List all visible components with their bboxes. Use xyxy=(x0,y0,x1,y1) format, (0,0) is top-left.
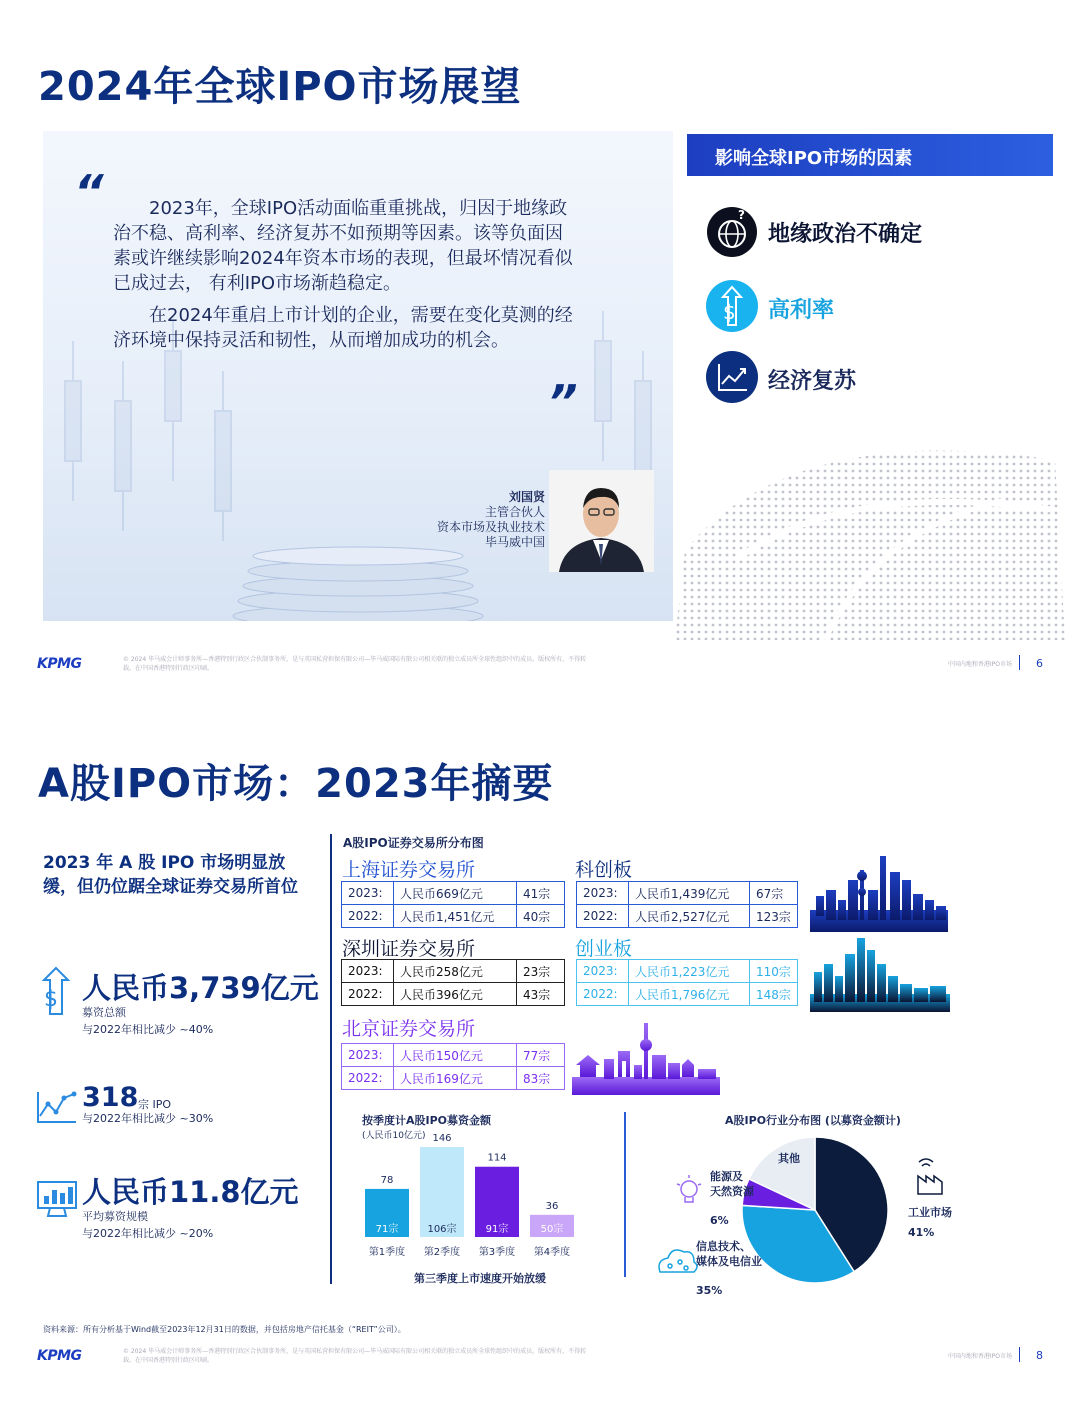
table-row xyxy=(577,983,798,1006)
speaker-portrait xyxy=(549,470,654,572)
table-cell: 2023: xyxy=(577,960,629,983)
coin-stack-image xyxy=(193,541,523,621)
quote-paragraph: 2023年，全球IPO活动面临重重挑战，归因于地缘政治不稳、高利率、经济复苏不如预期等因素。该等负面因素或许继续影响2024年资本市场的表现，但最坏情况看似已成过去， 有利IPO市场渐趋稳定。 xyxy=(113,198,573,294)
table-cell: 2023: xyxy=(342,1044,394,1067)
speaker-department: 资本市场及执业技术 xyxy=(436,520,545,534)
factor-geopolitics xyxy=(705,203,1045,259)
summary-intro: 2023 年 A 股 IPO 市场明显放缓，但仍位踞全球证券交易所首位 xyxy=(43,853,298,897)
industry-distribution-pie-chart xyxy=(650,1112,1010,1297)
page-number: 6 xyxy=(1036,657,1043,670)
factor-label: 地缘政治不确定 xyxy=(768,222,923,247)
table-row xyxy=(577,882,798,905)
exchange-name-shenzhen: 深圳证券交易所 xyxy=(342,938,476,960)
kpi-change: 与2022年相比减少 ~20% xyxy=(82,1227,214,1240)
quarterly-ipo-bar-chart xyxy=(360,1112,600,1287)
kpi-label: 平均募资规模 xyxy=(82,1210,148,1223)
bar-count-label: 106宗 xyxy=(427,1224,457,1235)
exchange-table-shenzhen xyxy=(341,959,565,1006)
chart-title: A股IPO行业分布图 (以募资金额计) xyxy=(725,1114,901,1127)
data-source-note: 资料来源：所有分析基于Wind截至2023年12月31日的数据，并包括房地产信托基金（“REIT”公司）。 xyxy=(43,1325,406,1334)
table-cell: 人民币150亿元 xyxy=(394,1044,517,1067)
table-cell: 43宗 xyxy=(517,983,565,1006)
table-row xyxy=(342,1067,565,1090)
bar-count-label: 91宗 xyxy=(485,1224,509,1235)
table-row xyxy=(342,882,565,905)
shanghai-skyline-image xyxy=(810,850,948,932)
slide-global-ipo-outlook xyxy=(0,0,1080,690)
slice-label: 能源及天然资源 xyxy=(710,1170,754,1198)
factor-label: 高利率 xyxy=(768,298,835,323)
kpmg-logo: KPMG xyxy=(37,656,82,672)
beijing-skyline-image xyxy=(572,1015,720,1095)
svg-text:?: ? xyxy=(738,208,745,222)
kpi-value: 318 xyxy=(82,1082,139,1113)
speaker-role: 主管合伙人 xyxy=(484,505,545,519)
table-cell: 2022: xyxy=(577,905,629,928)
speaker-credit xyxy=(395,490,545,550)
bar-value-label: 78 xyxy=(380,1174,394,1186)
slice-percent-label: 35% xyxy=(696,1284,723,1297)
cloud-network-icon xyxy=(659,1250,697,1272)
page-footer xyxy=(0,1344,1080,1374)
table-cell: 人民币258亿元 xyxy=(394,960,517,983)
kpmg-logo: KPMG xyxy=(37,1348,82,1364)
table-cell: 人民币169亿元 xyxy=(394,1067,517,1090)
table-cell: 40宗 xyxy=(517,905,565,928)
page-number: 8 xyxy=(1036,1349,1043,1362)
kpi-change: 与2022年相比减少 ~30% xyxy=(82,1112,214,1125)
table-cell: 23宗 xyxy=(517,960,565,983)
table-cell: 2023: xyxy=(342,960,394,983)
table-cell: 2022: xyxy=(342,983,394,1006)
slide-a-share-summary xyxy=(0,712,1080,1424)
table-cell: 人民币1,451亿元 xyxy=(394,905,517,928)
close-quote-mark: ” xyxy=(548,375,578,429)
exchange-name-beijing: 北京证券交易所 xyxy=(342,1018,476,1040)
bar-count-label: 50宗 xyxy=(540,1224,564,1235)
open-quote-mark: “ xyxy=(74,165,104,219)
category-tick-label: 第4季度 xyxy=(533,1247,571,1258)
kpi-unit: 宗 IPO xyxy=(138,1098,172,1111)
kpi-value: 人民币3,739亿元 xyxy=(82,971,319,1005)
exchange-name-chinext: 创业板 xyxy=(575,938,633,960)
table-cell: 77宗 xyxy=(517,1044,565,1067)
category-tick-label: 第1季度 xyxy=(368,1247,406,1258)
bar-value-label: 114 xyxy=(487,1152,507,1164)
footer-divider xyxy=(1019,655,1020,670)
exchange-table-beijing xyxy=(341,1043,565,1090)
bar-value-label: 36 xyxy=(545,1200,559,1212)
table-cell: 41宗 xyxy=(517,882,565,905)
table-cell: 110宗 xyxy=(750,960,798,983)
speaker-name: 刘国贤 xyxy=(508,490,545,504)
table-row xyxy=(342,960,565,983)
factor-high-interest xyxy=(705,279,1045,335)
table-cell: 人民币2,527亿元 xyxy=(629,905,750,928)
globe-question-icon xyxy=(705,203,759,257)
table-cell: 人民币1,796亿元 xyxy=(629,983,750,1006)
category-tick-label: 第3季度 xyxy=(478,1247,516,1258)
factory-icon xyxy=(918,1159,942,1194)
kpi-change: 与2022年相比减少 ~40% xyxy=(82,1023,214,1036)
footer-section-label: 中国内地和香港IPO市场 xyxy=(947,1353,1012,1360)
table-cell: 2023: xyxy=(342,882,394,905)
table-row xyxy=(342,983,565,1006)
table-cell: 人民币1,439亿元 xyxy=(629,882,750,905)
table-cell: 67宗 xyxy=(750,882,798,905)
table-row xyxy=(577,905,798,928)
table-row xyxy=(342,1044,565,1067)
table-cell: 2022: xyxy=(342,905,394,928)
dollar-arrow-icon xyxy=(36,966,78,1016)
line-chart-icon xyxy=(36,1082,78,1132)
factor-label: 经济复苏 xyxy=(768,369,857,394)
dollar-arrow-icon xyxy=(705,279,759,333)
table-cell: 人民币1,223亿元 xyxy=(629,960,750,983)
factor-economic-recovery xyxy=(705,350,1045,406)
exchange-distribution-title: A股IPO证券交易所分布图 xyxy=(343,836,484,850)
bar-count-label: 71宗 xyxy=(375,1224,399,1235)
quote-text xyxy=(113,196,578,360)
table-cell: 人民币396亿元 xyxy=(394,983,517,1006)
table-cell: 83宗 xyxy=(517,1067,565,1090)
exchange-name-shanghai: 上海证券交易所 xyxy=(342,859,476,881)
table-cell: 2023: xyxy=(577,882,629,905)
chart-divider xyxy=(624,1112,626,1277)
chart-title: 按季度计A股IPO募资金额 xyxy=(362,1114,492,1127)
chart-subtitle: (人民币10亿元) xyxy=(362,1131,426,1141)
shenzhen-skyline-image xyxy=(810,936,950,1012)
kpi-value: 人民币11.8亿元 xyxy=(82,1175,299,1209)
slice-label: 工业市场 xyxy=(908,1206,952,1219)
exchange-table-star-market xyxy=(576,881,798,928)
table-cell: 2022: xyxy=(577,983,629,1006)
section-divider xyxy=(330,834,332,1284)
table-row xyxy=(342,905,565,928)
exchange-table-shanghai xyxy=(341,881,565,928)
speaker-organization: 毕马威中国 xyxy=(484,535,545,549)
table-row xyxy=(577,960,798,983)
quote-paragraph: 在2024年重启上市计划的企业，需要在变化莫测的经济环境中保持灵活和韧性，从而增加成功的机会。 xyxy=(113,305,573,351)
page-footer xyxy=(0,652,1080,682)
growth-chart-icon xyxy=(705,350,759,404)
svg-text:$: $ xyxy=(44,987,58,1012)
factors-header: 影响全球IPO市场的因素 xyxy=(687,134,1053,176)
table-cell: 148宗 xyxy=(750,983,798,1006)
page-title: A股IPO市场：2023年摘要 xyxy=(38,761,554,807)
page-title: 2024年全球IPO市场展望 xyxy=(38,64,522,110)
lightbulb-icon xyxy=(677,1175,701,1202)
slice-percent-label: 6% xyxy=(710,1214,729,1227)
svg-text:$: $ xyxy=(723,300,736,324)
table-cell: 123宗 xyxy=(750,905,798,928)
footer-divider xyxy=(1019,1347,1020,1362)
slice-percent-label: 41% xyxy=(908,1226,935,1239)
legal-notice: © 2024 毕马威会计师事务所—香港特别行政区合伙制事务所，是与英国私营担保有限公司—毕马威国际有限公司相关联的独立成员所全球性组织中的成员。版权所有，不得转载。在中国香港特别行政区印刷。 xyxy=(123,1348,587,1364)
footer-section-label: 中国内地和香港IPO市场 xyxy=(947,661,1012,668)
exchange-name-star-market: 科创板 xyxy=(575,859,633,881)
monitor-chart-icon xyxy=(36,1170,78,1220)
category-tick-label: 第2季度 xyxy=(423,1247,461,1258)
slice-label: 信息技术、媒体及电信业 xyxy=(696,1240,762,1268)
table-cell: 人民币669亿元 xyxy=(394,882,517,905)
slice-label: 其他 xyxy=(778,1152,800,1165)
kpi-label: 募资总额 xyxy=(82,1006,126,1019)
chart-annotation: 第三季度上市速度开始放缓 xyxy=(414,1272,546,1285)
legal-notice: © 2024 毕马威会计师事务所—香港特别行政区合伙制事务所，是与英国私营担保有限公司—毕马威国际有限公司相关联的独立成员所全球性组织中的成员。版权所有，不得转载。在中国香港特别行政区印刷。 xyxy=(123,656,587,672)
table-cell: 2022: xyxy=(342,1067,394,1090)
dotted-globe-graphic xyxy=(675,440,1065,640)
exchange-table-chinext xyxy=(576,959,798,1006)
bar-value-label: 146 xyxy=(432,1133,452,1144)
